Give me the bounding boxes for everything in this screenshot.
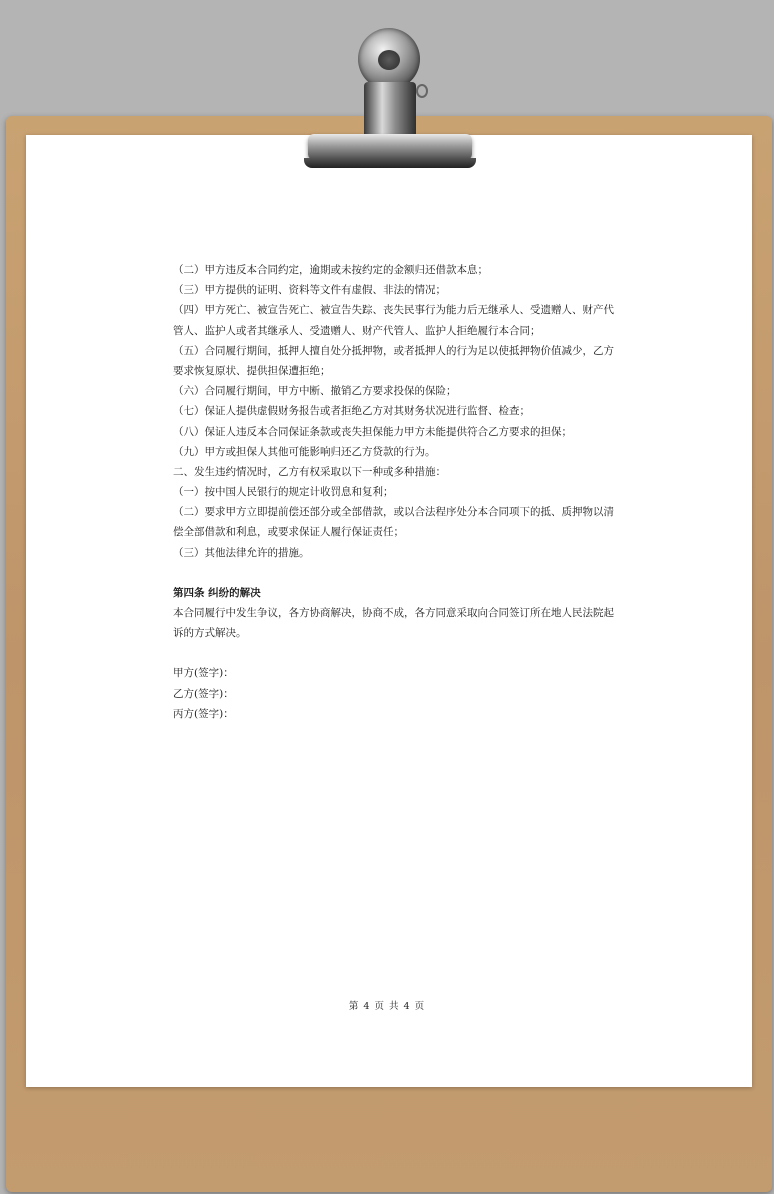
body-line: 偿全部借款和利息，或要求保证人履行保证责任； (173, 526, 404, 539)
spacer (173, 643, 613, 663)
body-line: 二、发生违约情况时，乙方有权采取以下一种或多种措施： (173, 465, 446, 478)
body-line: （二）甲方违反本合同约定，逾期或未按约定的金额归还借款本息； (173, 264, 488, 276)
signature-party-b: 乙方(签字)： (173, 687, 234, 700)
body-line: （七）保证人提供虚假财务报告或者拒绝乙方对其财务状况进行监督、检查； (173, 405, 530, 418)
clip-ring-hole (378, 50, 400, 70)
signature-party-a: 甲方(签字)： (173, 667, 234, 680)
body-line: （六）合同履行期间，甲方中断、撤销乙方要求投保的保险； (173, 385, 457, 398)
body-line: （三）甲方提供的证明、资料等文件有虚假、非法的情况； (173, 284, 446, 297)
document-body (173, 260, 613, 724)
body-line: （四）甲方死亡、被宣告死亡、被宣告失踪、丧失民事行为能力后无继承人、受遗赠人、财产代 (173, 304, 614, 317)
body-line: （二）要求甲方立即提前偿还部分或全部借款，或以合法程序处分本合同项下的抵、质押物以清 (173, 506, 614, 519)
section-line: 诉的方式解决。 (173, 627, 247, 640)
clip-bar-edge (304, 158, 476, 168)
body-line: （八）保证人违反本合同保证条款或丧失担保能力甲方未能提供符合乙方要求的担保； (173, 425, 572, 438)
body-line: 要求恢复原状、提供担保遭拒绝； (173, 364, 331, 377)
binder-clip-icon (300, 22, 480, 182)
section-line: 本合同履行中发生争议，各方协商解决，协商不成，各方同意采取向合同签订所在地人民法院起 (173, 607, 614, 619)
body-line: （一）按中国人民银行的规定计收罚息和复利； (173, 486, 394, 499)
clip-stem (364, 82, 416, 140)
section-heading: 第四条 纠纷的解决 (173, 586, 261, 599)
body-line: （三）其他法律允许的措施。 (173, 546, 310, 559)
spacer (173, 563, 613, 583)
page-footer: 第 4 页 共 4 页 (348, 1001, 426, 1012)
clip-bar (308, 134, 472, 160)
body-line: （九）甲方或担保人其他可能影响归还乙方贷款的行为。 (173, 445, 436, 458)
body-line: 管人、监护人或者其继承人、受遗赠人、财产代管人、监护人拒绝履行本合同； (173, 324, 541, 337)
body-line: （五）合同履行期间，抵押人擅自处分抵押物，或者抵押人的行为足以使抵押物价值减少，乙方 (173, 344, 614, 357)
signature-party-c: 丙方(签字)： (173, 707, 234, 720)
clip-pin (416, 84, 428, 98)
